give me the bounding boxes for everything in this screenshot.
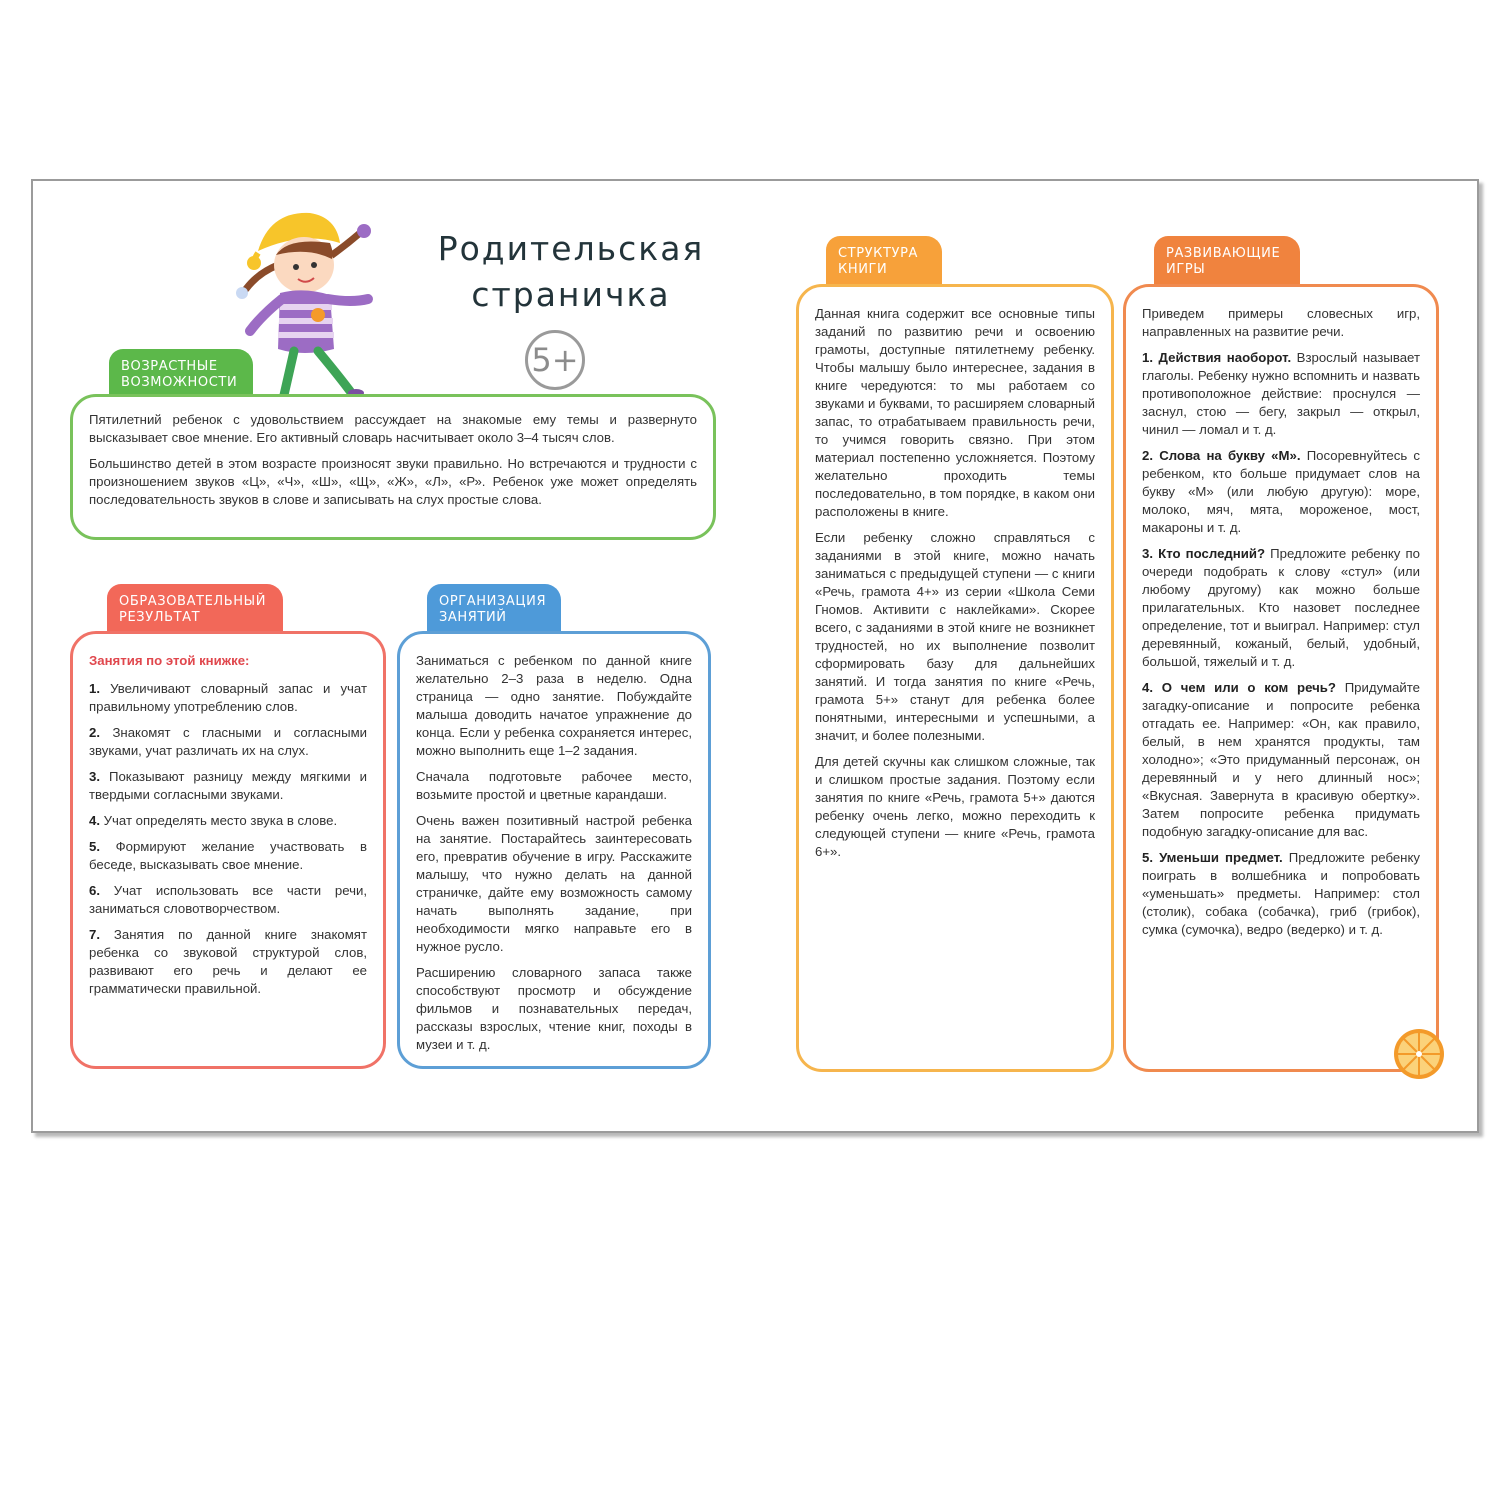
age-paragraph: Пятилетний ребенок с удовольствием рассуждает на знакомые ему темы и развернуто высказывает свое мнение. Его активный словарь насчитывает около 3–4 тысяч слов. bbox=[89, 412, 697, 445]
tab-label-line2: ЗАНЯТИЙ bbox=[439, 610, 507, 625]
result-item bbox=[89, 812, 367, 830]
tab-label-line2: КНИГИ bbox=[838, 262, 888, 277]
game-item bbox=[1142, 349, 1420, 439]
item-number: 2. bbox=[89, 725, 100, 740]
item-number: 4. bbox=[89, 813, 100, 828]
game-item bbox=[1142, 679, 1420, 841]
tab-age-capabilities bbox=[109, 349, 253, 397]
result-lead: Занятия по этой книжке: bbox=[89, 653, 250, 668]
lesson-organization-box bbox=[397, 631, 711, 1069]
tab-label-line2: ИГРЫ bbox=[1166, 262, 1206, 277]
tab-book-structure bbox=[826, 236, 942, 286]
structure-paragraph: Если ребенку сложно справляться с заданиями в этой книге, можно начать заниматься с предыдущей ступени — с книги «Речь, грамота 4+» из серии «Школа Семи Гномов. Активити с наклейками». Скорее всего, с заданиями в этой книге не возникнет трудностей, но их выполнение позволит сформировать базу для дальнейших занятий. И тогда занятия по книге «Речь, грамота 5+» станут для ребенка более понятными, интересными и успешными, а значит, и более полезными. bbox=[815, 530, 1095, 743]
tab-label-line2: РЕЗУЛЬТАТ bbox=[119, 610, 201, 625]
book-structure-box bbox=[796, 284, 1114, 1072]
game-title: 3. Кто последний? bbox=[1142, 546, 1266, 561]
structure-paragraph: Данная книга содержит все основные типы заданий по развитию речи и освоению грамоты, доступные пятилетнему ребенку. Чтобы малышу было интереснее, задания в книге чередуются: то мы работаем со звуками и буквами, то расширяем словарный запас, то отрабатываем правильность речи, то учимся говорить связно. При этом материал постепенно усложняется. Поэтому желательно проходить темы последовательно, в том порядке, в каком они расположены в книге. bbox=[815, 306, 1095, 519]
game-title: 4. О чем или о ком речь? bbox=[1142, 680, 1336, 695]
orange-slice-icon bbox=[1392, 1027, 1446, 1081]
tab-label-line1: ОРГАНИЗАЦИЯ bbox=[439, 594, 547, 609]
tab-developing-games bbox=[1154, 236, 1300, 286]
result-item bbox=[89, 768, 367, 804]
item-text: Занятия по данной книге знакомят ребенка со звуковой структурой слов, развивают его речь и делают ее грамматически правильной. bbox=[89, 927, 367, 996]
item-number: 7. bbox=[89, 927, 100, 942]
item-text: Знакомят с гласными и согласными звуками, учат различать их на слух. bbox=[89, 725, 368, 758]
game-title: 5. Уменьши предмет. bbox=[1142, 850, 1283, 865]
game-text: Предложите ребенку по очереди подобрать к слову «стул» (или любому другому) как можно больше прилагательных. Кто назовет последнее определение, тот и выиграл. Например: стул деревянный, кожаный, белый, удобный, большой, тяжелый и т. д. bbox=[1142, 546, 1420, 669]
item-text: Учат определять место звука в слове. bbox=[103, 813, 338, 828]
item-text: Учат использовать все части речи, заниматься словотворчеством. bbox=[89, 883, 367, 916]
org-paragraph: Расширению словарного запаса также способствуют просмотр и обсуждение фильмов и познавательных передач, рассказы взрослых, чтение книг, походы в музеи и т. д. bbox=[416, 965, 692, 1052]
game-item bbox=[1142, 447, 1420, 537]
item-number: 3. bbox=[89, 769, 100, 784]
result-item bbox=[89, 838, 367, 874]
tab-label-line2: ВОЗМОЖНОСТИ bbox=[121, 375, 238, 390]
result-item bbox=[89, 724, 367, 760]
structure-paragraph: Для детей скучны как слишком сложные, так и слишком простые задания. Поэтому если занятия по книге «Речь, грамота 5+» даются ребенку очень легко, можно переходить к следующей ступени — книге «Речь, грамота 6+». bbox=[815, 754, 1095, 859]
game-item bbox=[1142, 849, 1420, 939]
tab-label-line1: ВОЗРАСТНЫЕ bbox=[121, 359, 218, 374]
game-text: Придумайте загадку-описание и попросите ребенка отгадать ее. Например: «Он, как правило, белый, в нем хранятся продукты, там холодно»; «Это придуманный персонаж, он деревянный и у него длинный нос»; «Вкусная. Завернута в красивую обертку». Затем попросите ребенка придумать подобную загадку-описание для вас. bbox=[1142, 680, 1421, 839]
item-text: Показывают разницу между мягкими и твердыми согласными звуками. bbox=[89, 769, 367, 802]
game-text: Взрослый называет глаголы. Ребенку нужно вспомнить и назвать противоположное действие: проснулся — заснул, стою — бегу, закрыл — открыл, чинил — ломал и т. д. bbox=[1142, 350, 1420, 437]
result-item bbox=[89, 680, 367, 716]
item-number: 5. bbox=[89, 839, 100, 854]
tab-educational-result bbox=[107, 584, 283, 634]
game-title: 1. Действия наоборот. bbox=[1142, 350, 1292, 365]
game-title: 2. Слова на букву «М». bbox=[1142, 448, 1301, 463]
item-text: Формируют желание участвовать в беседе, высказывать свое мнение. bbox=[89, 839, 367, 872]
item-text: Увеличивают словарный запас и учат правильному употреблению слов. bbox=[89, 681, 367, 714]
book-spread bbox=[31, 179, 1479, 1133]
page-title-line2: страничка bbox=[471, 275, 671, 314]
tab-label-line1: СТРУКТУРА bbox=[838, 246, 919, 261]
game-text: Посоревнуйтесь с ребенком, кто больше придумает слов на букву «М» (или любую другую): море, молоко, мяч, мята, мороженое, мост, макароны и т. д. bbox=[1142, 448, 1420, 535]
org-paragraph: Сначала подготовьте рабочее место, возьмите простой и цветные карандаши. bbox=[416, 769, 692, 802]
age-badge: 5+ bbox=[525, 330, 585, 390]
games-intro: Приведем примеры словесных игр, направленных на развитие речи. bbox=[1142, 306, 1420, 339]
tab-label-line1: ОБРАЗОВАТЕЛЬНЫЙ bbox=[119, 594, 267, 609]
org-paragraph: Очень важен позитивный настрой ребенка на занятие. Постарайтесь заинтересовать его, превратив обучение в игру. Расскажите малышу, что нужно делать на данной страничке, дайте ему возможность самому начать выполнять задание, при необходимости мягко направьте его в нужное русло. bbox=[416, 813, 692, 954]
item-number: 6. bbox=[89, 883, 100, 898]
age-capabilities-box bbox=[70, 394, 716, 540]
tab-label-line1: РАЗВИВАЮЩИЕ bbox=[1166, 246, 1281, 261]
age-paragraph: Большинство детей в этом возрасте произносят звуки правильно. Но встречаются и трудности с произношением звуков «Ц», «Ч», «Ш», «Щ», «Ж», «Л», «Р». Ребенок уже может определять последовательность звуков в слове и записывать на слух простые слова. bbox=[89, 456, 697, 507]
educational-result-box bbox=[70, 631, 386, 1069]
result-item bbox=[89, 926, 367, 998]
org-paragraph: Заниматься с ребенком по данной книге желательно 2–3 раза в неделю. Одна страница — одно занятие. Побуждайте малыша доводить начатое упражнение до конца. Если у ребенка сохраняется интерес, можно выполнить еще 1–2 задания. bbox=[416, 653, 692, 758]
result-item bbox=[89, 882, 367, 918]
game-item bbox=[1142, 545, 1420, 671]
item-number: 1. bbox=[89, 681, 100, 696]
game-text: Предложите ребенку поиграть в волшебника и попробовать «уменьшать» предметы. Например: стол (столик), собака (собачка), гриб (грибок), сумка (сумочка), ведро (ведерко) и т. д. bbox=[1142, 850, 1420, 937]
page-title-line1: Родительская bbox=[437, 229, 705, 268]
developing-games-box bbox=[1123, 284, 1439, 1072]
tab-lesson-organization bbox=[427, 584, 561, 634]
